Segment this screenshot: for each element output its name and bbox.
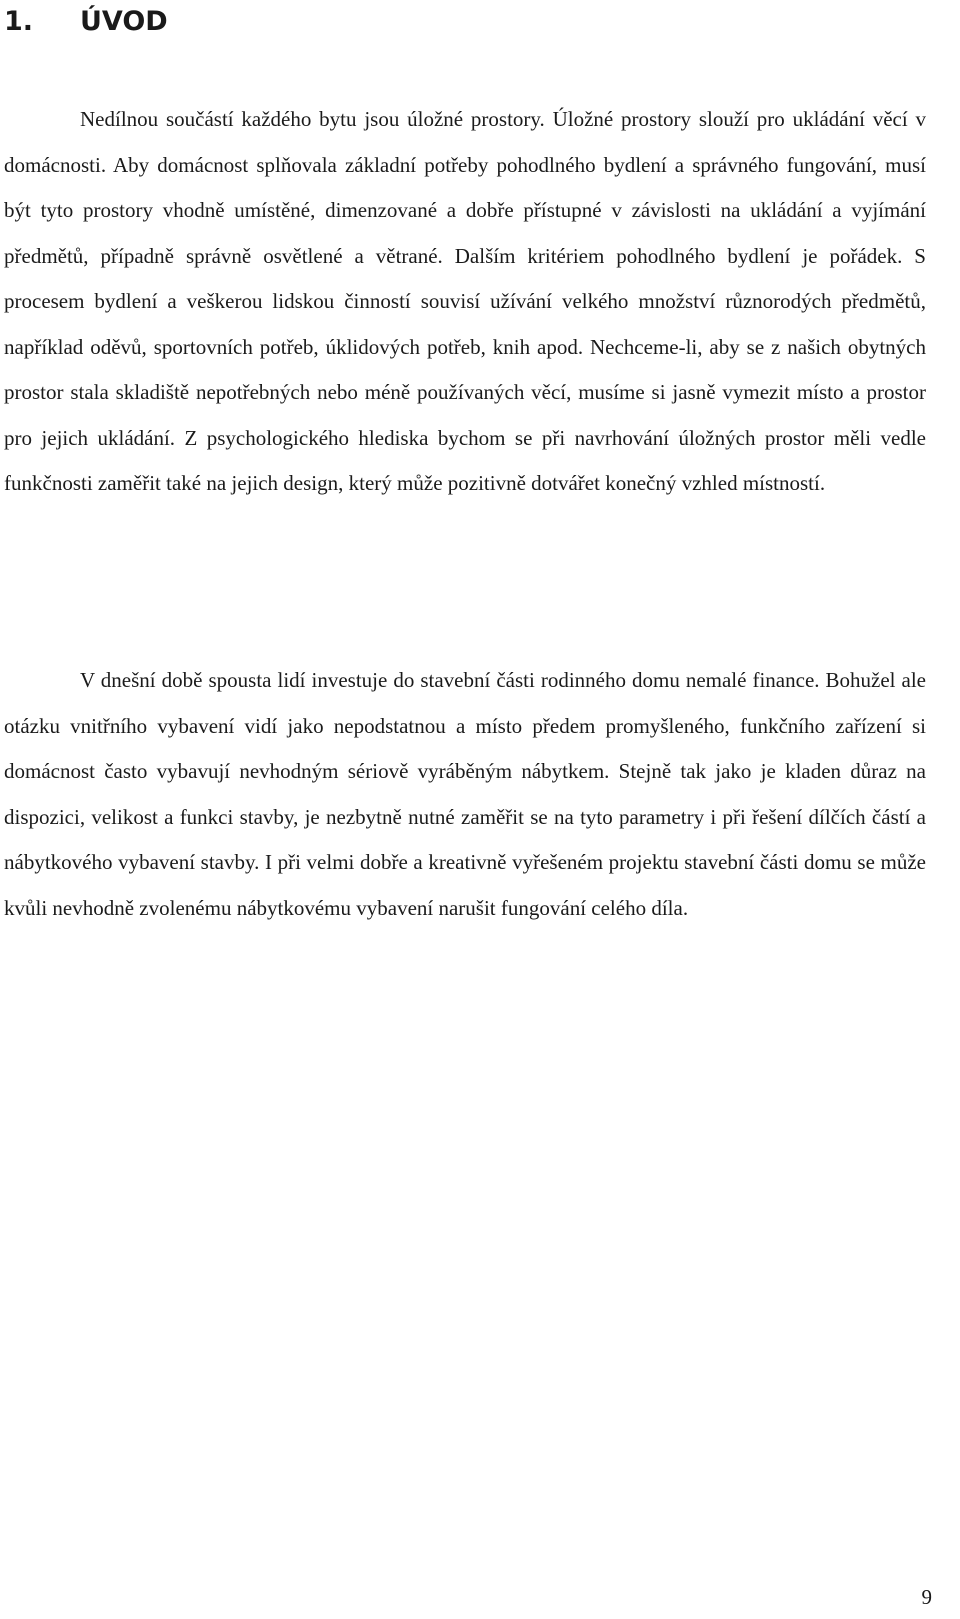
paragraph-2: V dnešní době spousta lidí investuje do stavební části rodinného domu nemalé finance. Bohužel ale otázku vnitřního vybavení vidí jako nepodstatnou a místo předem promyšleného, funkčního zařízení si domácnost často vybavují nevhodným sériově vyráběným nábytkem. Stejně tak jako je kladen důraz na dispozici, velikost a funkci stavby, je nezbytně nutné zaměřit se na tyto parametry i při řešení dílčích částí a nábytkového vybavení stavby. I při velmi dobře a kreativně vyřešeném projektu stavební části domu se může kvůli nevhodně zvolenému nábytkovému vybavení narušit fungování celého díla. <box>4 668 926 920</box>
chapter-heading <box>4 2 168 42</box>
page-number: 9 <box>921 1585 932 1609</box>
chapter-number: 1. <box>4 6 34 37</box>
paragraph-1: Nedílnou součástí každého bytu jsou úložné prostory. Úložné prostory slouží pro ukládání věcí v domácnosti. Aby domácnost splňovala základní potřeby pohodlného bydlení a správného fungování, musí být tyto prostory vhodně umístěné, dimenzované a dobře přístupné v závislosti na ukládání a vyjímání předmětů, případně správně osvětlené a větrané. Dalším kritériem pohodlného bydlení je pořádek. S procesem bydlení a veškerou lidskou činností souvisí užívání velkého množství různorodých předmětů, například oděvů, sportovních potřeb, úklidových potřeb, knih apod. Nechceme-li, aby se z našich obytných prostor stala skladiště nepotřebných nebo méně používaných věcí, musíme si jasně vymezit místo a prostor pro jejich ukládání. Z psychologického hlediska bychom se při navrhování úložných prostor měli vedle funkčnosti zaměřit také na jejich design, který může pozitivně dotvářet konečný vzhled místností. <box>4 107 926 495</box>
chapter-title: ÚVOD <box>80 6 168 37</box>
